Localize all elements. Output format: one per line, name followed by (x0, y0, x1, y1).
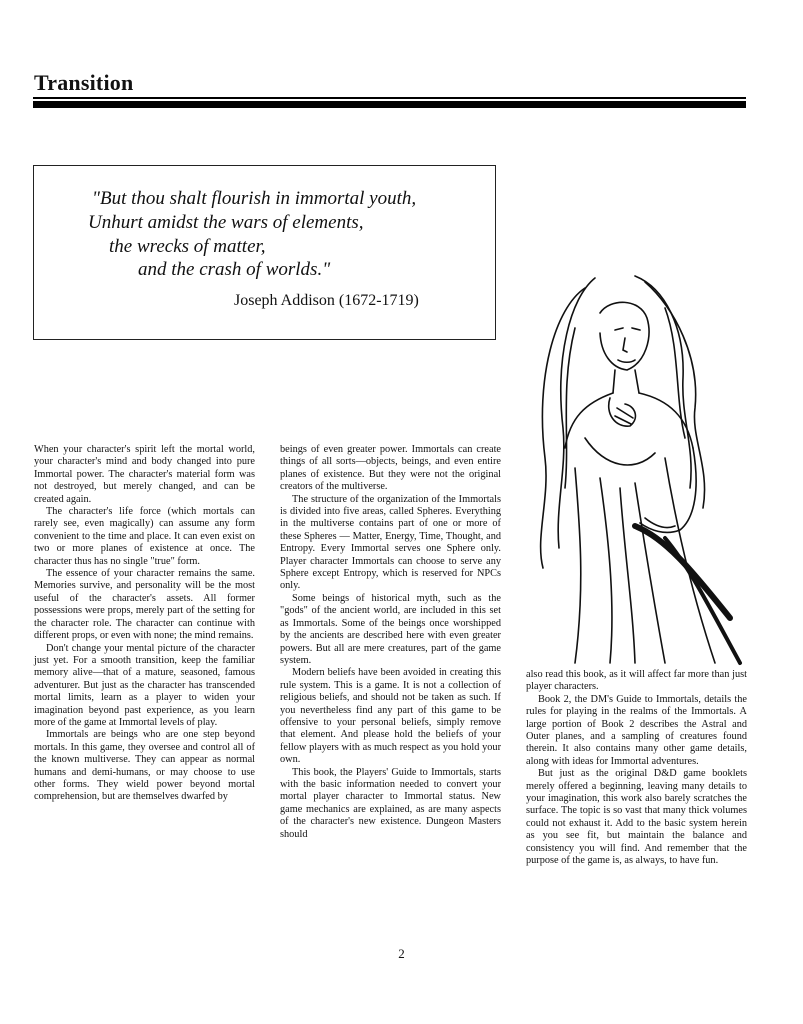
paragraph: The essence of your character remains the same. Memories survive, and personality will be the most useful of the character's assets. All former possessions were props, merely part of the setting for the character role. The character can continue with different props, or even with none; the mind remains. (34, 568, 255, 642)
paragraph: Some beings of historical myth, such as the "gods" of the ancient world, are included in this set as Immortals. Some of the beings once worshipped by the ancients are described here with even greater powers. But all are mere creatures, part of the game system. (280, 592, 501, 666)
paragraph: When your character's spirit left the mortal world, your character's mind and body changed into pure Immortal power. The character's material form was not destroyed, but merely changed, and can be created again. (34, 444, 255, 505)
paragraph: This book, the Players' Guide to Immortals, starts with the basic information needed to convert your mortal player character to Immortal status. New game mechanics are explained, as are many aspects of the character's new existence. Dungeon Masters should (280, 766, 501, 840)
quote-line: and the crash of worlds." (138, 259, 331, 280)
paragraph: The character's life force (which mortals can rarely see, even magically) can assume any form convenient to the time and place. It can even exist on two or more planes of existence at once. The character thus has no single "true" form. (34, 506, 255, 567)
text-column-1 (34, 444, 255, 804)
title-rule-thick (33, 101, 746, 108)
paragraph: Immortals are beings who are one step beyond mortals. In this game, they oversee and control all of the known multiverse. They can appear as normal humans and demi-humans, or may choose to use other forms. They wield power beyond mortal comprehension, but are themselves dwarfed by (34, 729, 255, 803)
title-rule-thin (33, 97, 746, 99)
paragraph: beings of even greater power. Immortals can create things of all sorts—objects, beings, and even entire planes of existence. But they were not the original creators of the multiverse. (280, 444, 501, 493)
paragraph: Don't change your mental picture of the character just yet. For a smooth transition, keep the familiar memory alive—that of a mature, seasoned, famous adventurer. But just as the character has transcended mortal limits, learn as a player to widen your imagination beyond past experience, as you learn more of the game at Immortal levels of play. (34, 642, 255, 728)
immortal-woman-illustration (515, 268, 755, 668)
text-column-2 (280, 444, 501, 841)
quote-box (33, 165, 496, 340)
quote-line: Unhurt amidst the wars of elements, (88, 212, 364, 233)
paragraph: But just as the original D&D game booklets merely offered a beginning, leaving many details to your imagination, this work also barely scratches the surface. The topic is so vast that many thick volumes could not exhaust it. Add to the basic system herein as you see fit, but maintain the balance and consistency you will find. And remember that the purpose of the game is, as always, to have fun. (526, 768, 747, 867)
text-column-3 (526, 669, 747, 868)
quote-attribution: Joseph Addison (1672-1719) (234, 292, 419, 309)
paragraph: also read this book, as it will affect far more than just player characters. (526, 669, 747, 693)
quote-line: the wrecks of matter, (109, 236, 266, 257)
page-title: Transition (34, 70, 134, 95)
page-number: 2 (398, 946, 405, 961)
quote-line: "But thou shalt flourish in immortal youth, (92, 188, 417, 209)
paragraph: Book 2, the DM's Guide to Immortals, details the rules for playing in the realms of the Immortals. A large portion of Book 2 describes the Astral and Outer planes, and a sampling of creatures found therein. It also contains many other game details, along with ideas for Immortal adventures. (526, 693, 747, 767)
paragraph: Modern beliefs have been avoided in creating this rule system. This is a game. It is not a collection of religious beliefs, and should not be taken as such. If you nevertheless find any part of this game to be offensive to your personal beliefs, simply remove that element. And please hold the beliefs of your fellow players with as much respect as you hold your own. (280, 667, 501, 766)
paragraph: The structure of the organization of the Immortals is divided into five areas, called Spheres. Everything in the multiverse contains part of one or more of these Spheres — Matter, Energy, Time, Thought, and Entropy. Every Immortal serves one Sphere only. Player character Immortals can choose to serve any Sphere except Entropy, which is reserved for NPCs only. (280, 493, 501, 592)
